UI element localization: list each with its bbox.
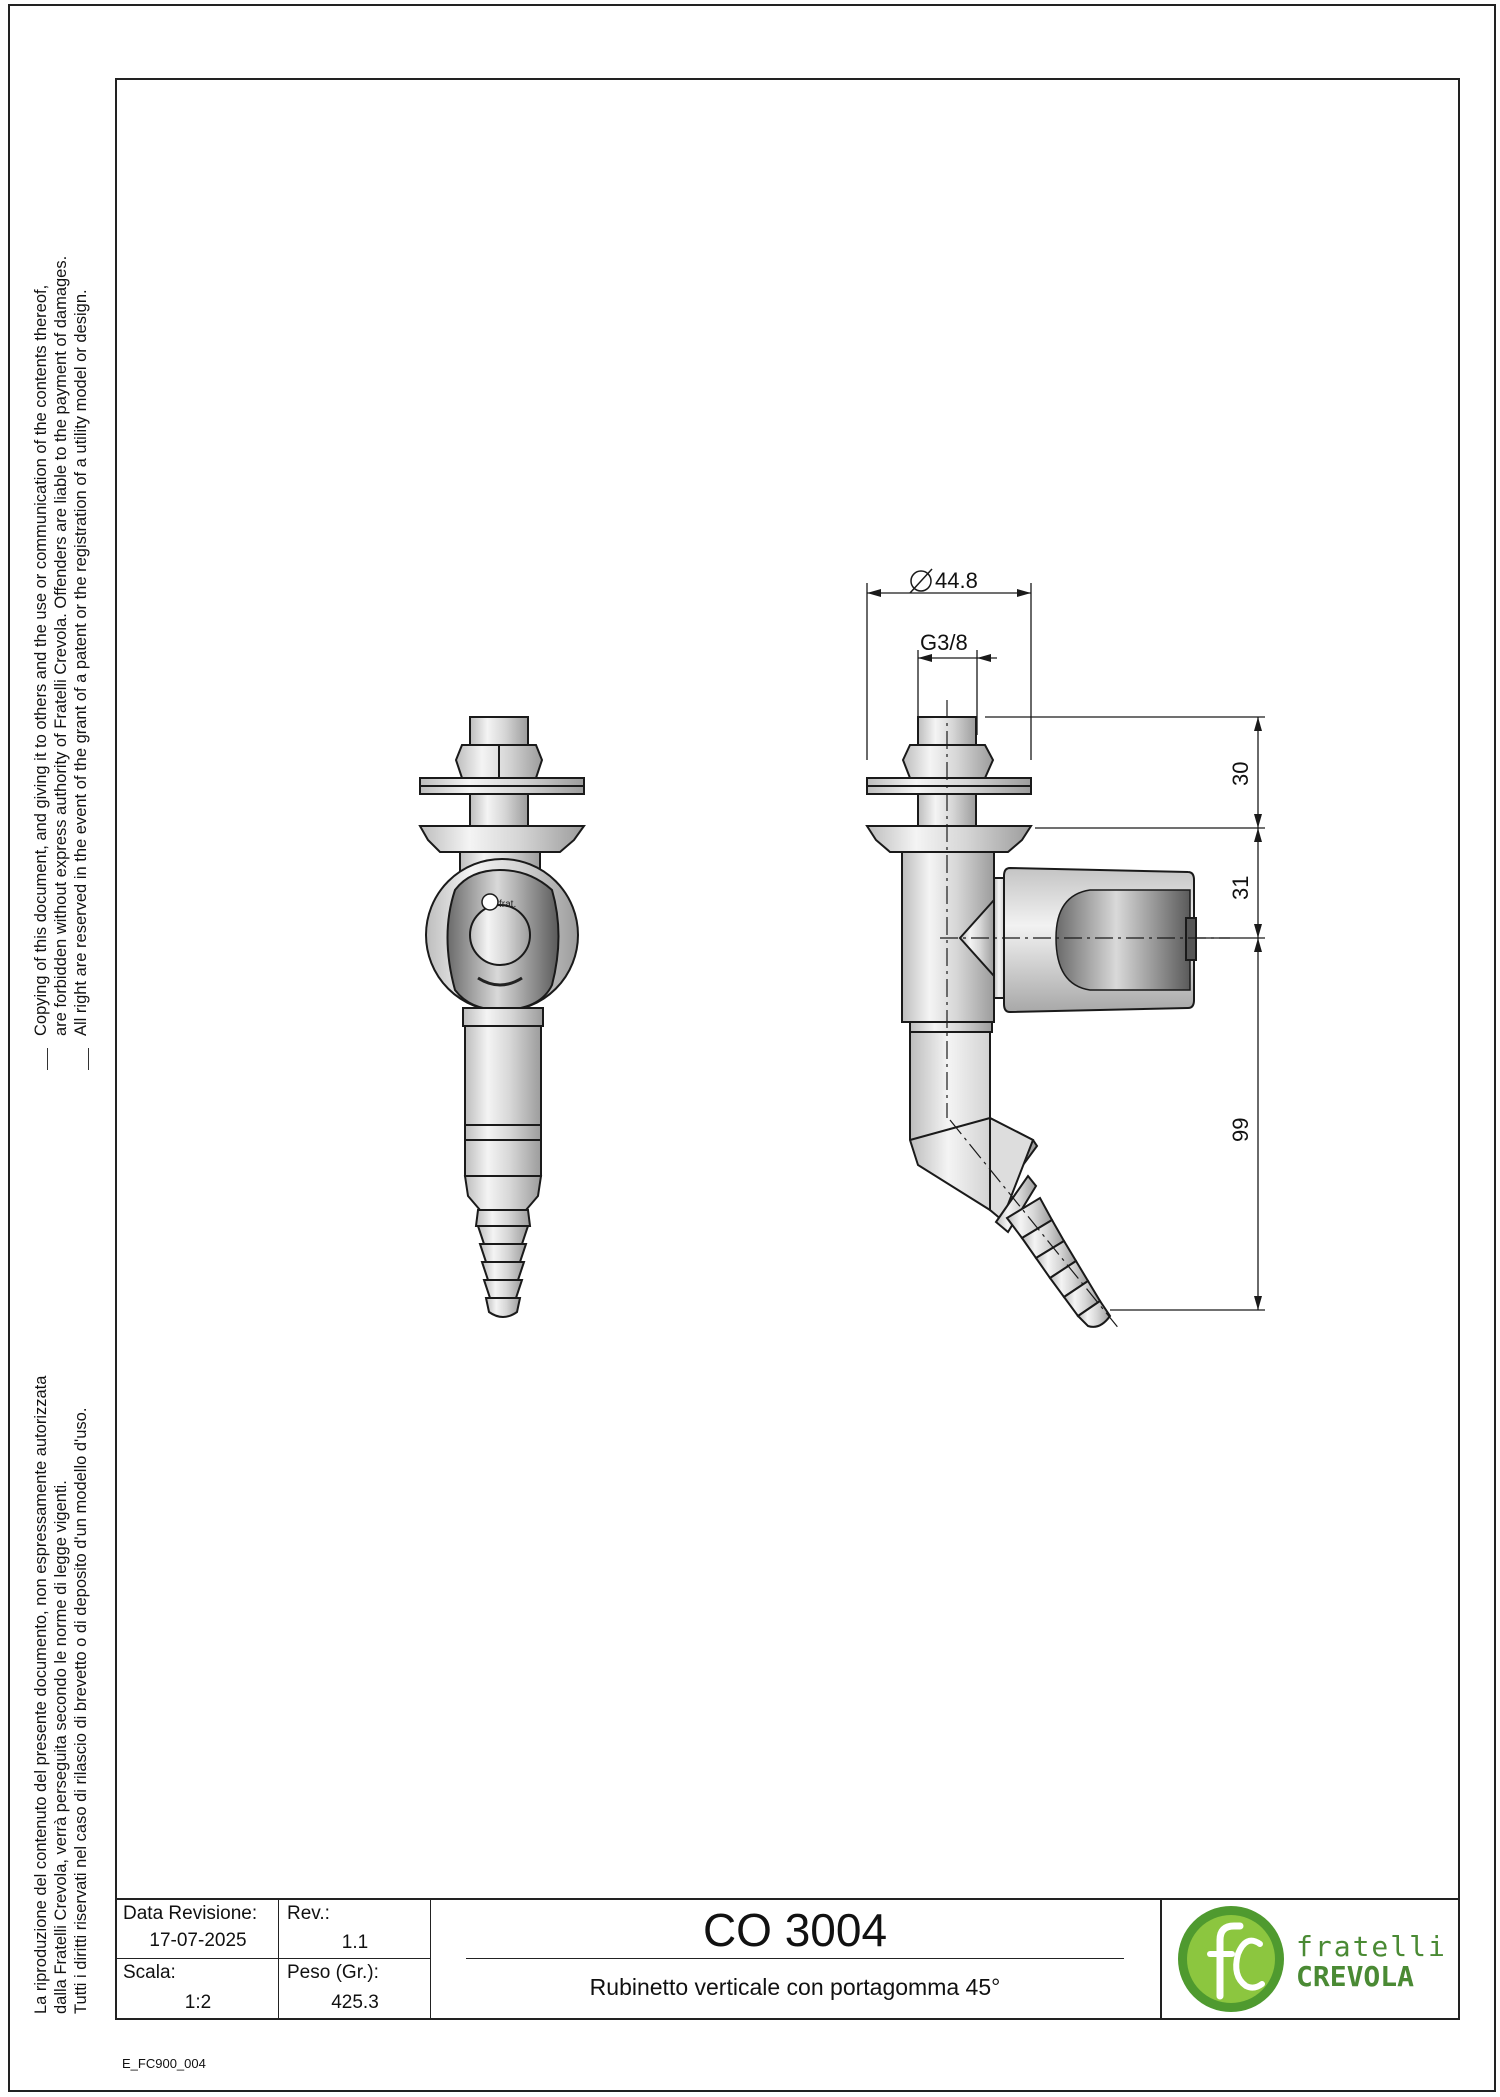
title-block-top-line [115,1898,1460,1900]
svg-text:frat.: frat. [499,899,517,910]
side-view [867,717,1196,1327]
title-block-col-line [430,1898,431,2020]
logo-text-fratelli: fratelli [1296,1930,1447,1963]
product-description: Rubinetto verticale con portagomma 45° [589,1974,1001,2000]
scale-value: 1:2 [184,1992,212,2013]
scale-label: Scala: [123,1962,176,1983]
weight-label: Peso (Gr.): [287,1962,379,1983]
diameter-symbol [910,569,932,593]
dimension-99: 99 [1228,1117,1253,1142]
dimension-diameter: 44.8 [935,568,978,593]
revision-date-value: 17-07-2025 [149,1930,247,1951]
logo-mark-icon [1176,1904,1286,2014]
title-block-row-line [115,1958,430,1959]
title-block-underline [466,1958,1124,1959]
document-code: E_FC900_004 [122,2056,206,2071]
revision-date-label: Data Revisione: [123,1903,258,1924]
title-block-col-line [1160,1898,1162,2020]
front-view [420,717,584,1317]
copyright-notice-it: La riproduzione del contenuto del presente documento, non espressamente autorizzata dalla Fratelli Crevola, verrà perseguita secondo le norme di legge vigenti. Tutti i diritti riservati nel caso di rilascio di brevetto o di deposito d'un modello d'uso. [32,1375,90,2014]
weight-value: 425.3 [331,1992,379,2013]
dimension-31: 31 [1228,875,1253,900]
rev-value: 1.1 [341,1932,369,1953]
dimension-30: 30 [1228,761,1253,786]
dimension-thread: G3/8 [920,630,968,655]
rev-label: Rev.: [287,1903,330,1924]
copyright-notice-en: Copying of this document, and giving it to others and the use or communication of the contents thereof, are forbidden without express authority of Fratelli Crevola. Offenders are liable to the payment of damages. All right are reserved in the event of the grant of a patent or the registration of a utility model or design. [32,255,90,1036]
title-block-col-line [278,1898,279,2020]
logo-text-crevola: CREVOLA [1296,1960,1415,1993]
product-code: CO 3004 [702,1904,888,1956]
